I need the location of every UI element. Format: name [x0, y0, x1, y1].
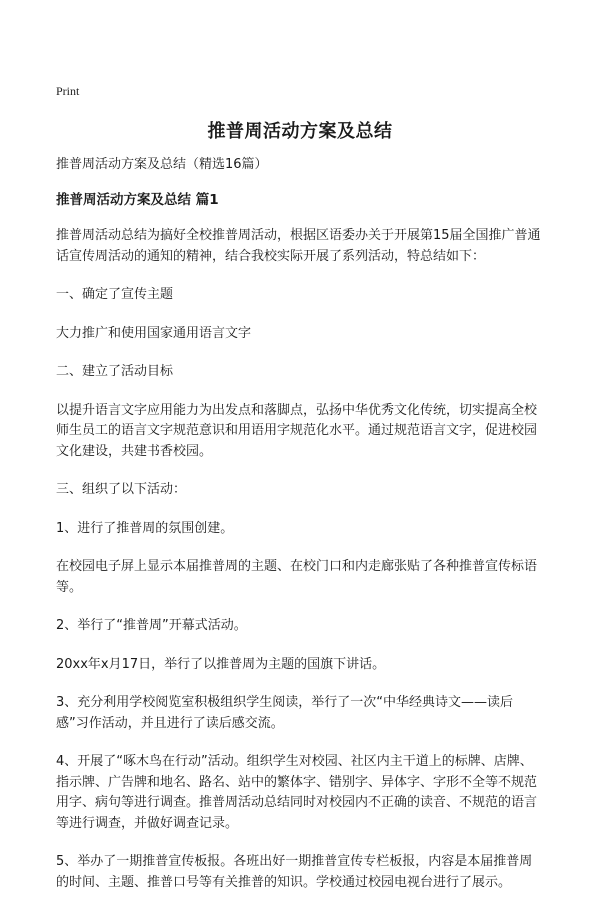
paragraph-theme: 大力推广和使用国家通用语言文字: [56, 325, 252, 341]
activity-3: 3、充分利用学校阅览室积极组织学生阅读，举行了一次“中华经典诗文——读后感”习作活动，并且进行了读后感交流。: [56, 695, 514, 731]
activity-2-heading: 2、举行了“推普周”开幕式活动。: [56, 618, 247, 633]
activity-4: 4、开展了“啄木鸟在行动”活动。组织学生对校园、社区内主干道上的标牌、店牌、指示牌、广告牌和地名、路名、站中的繁体字、错别字、异体字、字形不全等不规范用字、病句等进行调查。推普周活动总结同时对校园内不正确的读音、不规范的语言等进行调查，并做好调查记录。: [56, 754, 538, 831]
activity-2-body: 20xx年x月17日，举行了以推普周为主题的国旗下讲话。: [56, 656, 386, 672]
activity-5: 5、举办了一期推普宣传板报。各班出好一期推普宣传专栏板报，内容是本届推普周的时间、主题、推普口号等有关推普的知识。学校通过校园电视台进行了展示。: [56, 854, 533, 890]
section-heading: 推普周活动方案及总结 篇1: [56, 191, 219, 208]
document-title: 推普周活动方案及总结: [207, 121, 393, 142]
heading-theme: 一、确定了宣传主题: [56, 287, 174, 302]
document-subtitle: 推普周活动方案及总结（精选16篇）: [56, 157, 268, 172]
paragraph-goals: 以提升语言文字应用能力为出发点和落脚点，弘扬中华优秀文化传统，切实提高全校师生员工的语言文字规范意识和用语用字规范化水平。通过规范语言文字，促进校园文化建设，共建书香校园。: [56, 402, 538, 459]
print-label: Print: [56, 84, 80, 98]
heading-goals: 二、建立了活动目标: [56, 364, 174, 379]
heading-activities: 三、组织了以下活动：: [56, 482, 187, 497]
activity-1-body: 在校园电子屏上显示本届推普周的主题、在校门口和内走廊张贴了各种推普宣传标语等。: [56, 559, 538, 595]
document-body: [56, 155, 544, 911]
activity-1-heading: 1、进行了推普周的氛围创建。: [56, 520, 234, 536]
paragraph-intro: 推普周活动总结为搞好全校推普周活动，根据区语委办关于开展第15届全国推广普通话宣传周活动的通知的精神，结合我校实际开展了系列活动，特总结如下：: [56, 228, 541, 264]
